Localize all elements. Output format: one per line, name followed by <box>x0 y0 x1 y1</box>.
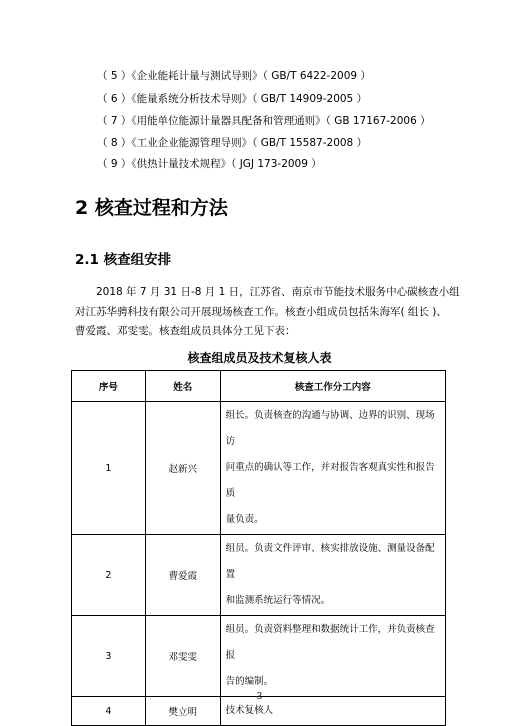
body-paragraph <box>75 283 460 342</box>
duty-line: 组员。负责文件评审、核实排放设施、测量设备配置 <box>225 543 435 580</box>
reference-item: （ 9 ）《供热计量技术规程》（ JGJ 173-2009 ） <box>97 158 322 170</box>
column-header-name: 姓名 <box>145 371 220 402</box>
row-number: 4 <box>72 697 146 726</box>
row-number: 1 <box>72 402 146 535</box>
duty-line: 组长。负责核查的沟通与协调、边界的识别、现场访 <box>225 410 435 447</box>
member-name: 邓雯雯 <box>145 616 220 697</box>
duty-line: 问重点的确认等工作，并对报告客观真实性和报告质 <box>225 462 435 499</box>
column-header-no: 序号 <box>72 371 146 402</box>
duty-cell <box>220 402 445 535</box>
reference-item: （ 5 ）《企业能耗计量与测试导则》（ GB/T 6422-2009 ） <box>97 70 371 82</box>
column-header-duty: 核查工作分工内容 <box>220 371 445 402</box>
duty-cell <box>220 535 445 616</box>
row-number: 2 <box>72 535 146 616</box>
paragraph-line: 对江苏华骋科技有限公司开展现场核查工作。核查小组成员包括朱海军( 组长 )、 <box>75 305 447 318</box>
member-table <box>71 370 446 726</box>
member-name: 赵新兴 <box>145 402 220 535</box>
duty-line: 和监测系统运行等情况。 <box>225 595 331 606</box>
row-number: 3 <box>72 616 146 697</box>
member-name: 樊立明 <box>145 697 220 726</box>
duty-line: 组员。负责资料整理和数据统计工作，并负责核查报 <box>225 624 435 661</box>
reference-item: （ 8 ）《工业企业能源管理导则》（ GB/T 15587-2008 ） <box>97 137 368 149</box>
table-row <box>72 535 446 616</box>
subsection-heading: 2.1 核查组安排 <box>75 252 172 268</box>
duty-cell <box>220 616 445 697</box>
reference-item: （ 7 ）《用能单位能源计量器具配备和管理通则》（ GB 17167-2006 ） <box>97 115 431 127</box>
section-heading: 2 核查过程和方法 <box>75 197 228 219</box>
table-row <box>72 616 446 697</box>
page-number: 3 <box>256 692 263 702</box>
duty-line: 量负责。 <box>225 514 264 525</box>
paragraph-line: 曹爱霞、邓雯雯。核查组成员具体分工见下表： <box>75 325 296 337</box>
paragraph-line: 2018 年 7 月 31 日-8 月 1 日，江苏省、南京市节能技术服务中心碳核查小组 <box>96 286 460 298</box>
table-caption: 核查组成员及技术复核人表 <box>187 351 332 365</box>
duty-line: 技术复核人 <box>225 705 274 716</box>
table-row <box>72 402 446 535</box>
duty-line: 告的编制。 <box>225 676 274 687</box>
table-header-row <box>72 371 446 402</box>
member-name: 曹爱霞 <box>145 535 220 616</box>
reference-item: （ 6 ）《能量系统分析技术导则》（ GB/T 14909-2005 ） <box>97 93 368 105</box>
